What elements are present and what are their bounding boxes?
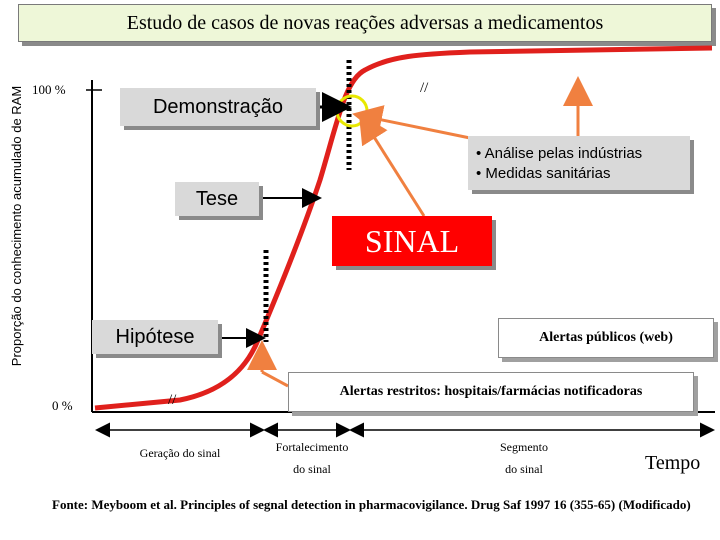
phase-fortalecimento-2: do sinal — [293, 462, 331, 476]
tese-label: Tese — [175, 182, 259, 216]
x-axis-label: Tempo — [645, 452, 701, 474]
demonstracao-label: Demonstração — [120, 88, 316, 126]
analise-item: • Análise pelas indústrias — [476, 145, 643, 162]
tick-100: 100 % — [32, 82, 66, 97]
diagram-title: Estudo de casos de novas reações adversas a medicamentos — [126, 12, 604, 34]
sinal-box: SINAL — [332, 216, 492, 266]
analise-to-circle-arrow — [358, 115, 470, 138]
alertas-restritos-arrow — [262, 372, 288, 386]
phase-fortalecimento-1: Fortalecimento — [275, 440, 349, 454]
upper-break-mark: // — [420, 80, 429, 96]
phase-segmento-1: Segmento — [500, 440, 548, 454]
source-citation: Fonte: Meyboom et al. Principles of segnal detection in pharmacovigilance. Drug Saf 1997 16 (355-65) (Modificado) — [52, 497, 691, 512]
phase-geracao: Geração do sinal — [139, 446, 221, 460]
analise-box — [468, 136, 690, 190]
analise-item: • Medidas sanitárias — [476, 165, 611, 182]
lower-break-mark: // — [168, 392, 177, 408]
tick-0: 0 % — [52, 398, 73, 413]
alertas-restritos-box: Alertas restritos: hospitais/farmácias notificadoras — [288, 372, 694, 412]
alertas-publicos-box: Alertas públicos (web) — [498, 318, 714, 358]
phase-segmento-2: do sinal — [505, 462, 543, 476]
y-axis-label: Proporção do conhecimento acumulado de RAM — [9, 85, 24, 367]
sinal-to-circle-arrow — [362, 118, 424, 216]
hipotese-label: Hipótese — [92, 320, 218, 354]
